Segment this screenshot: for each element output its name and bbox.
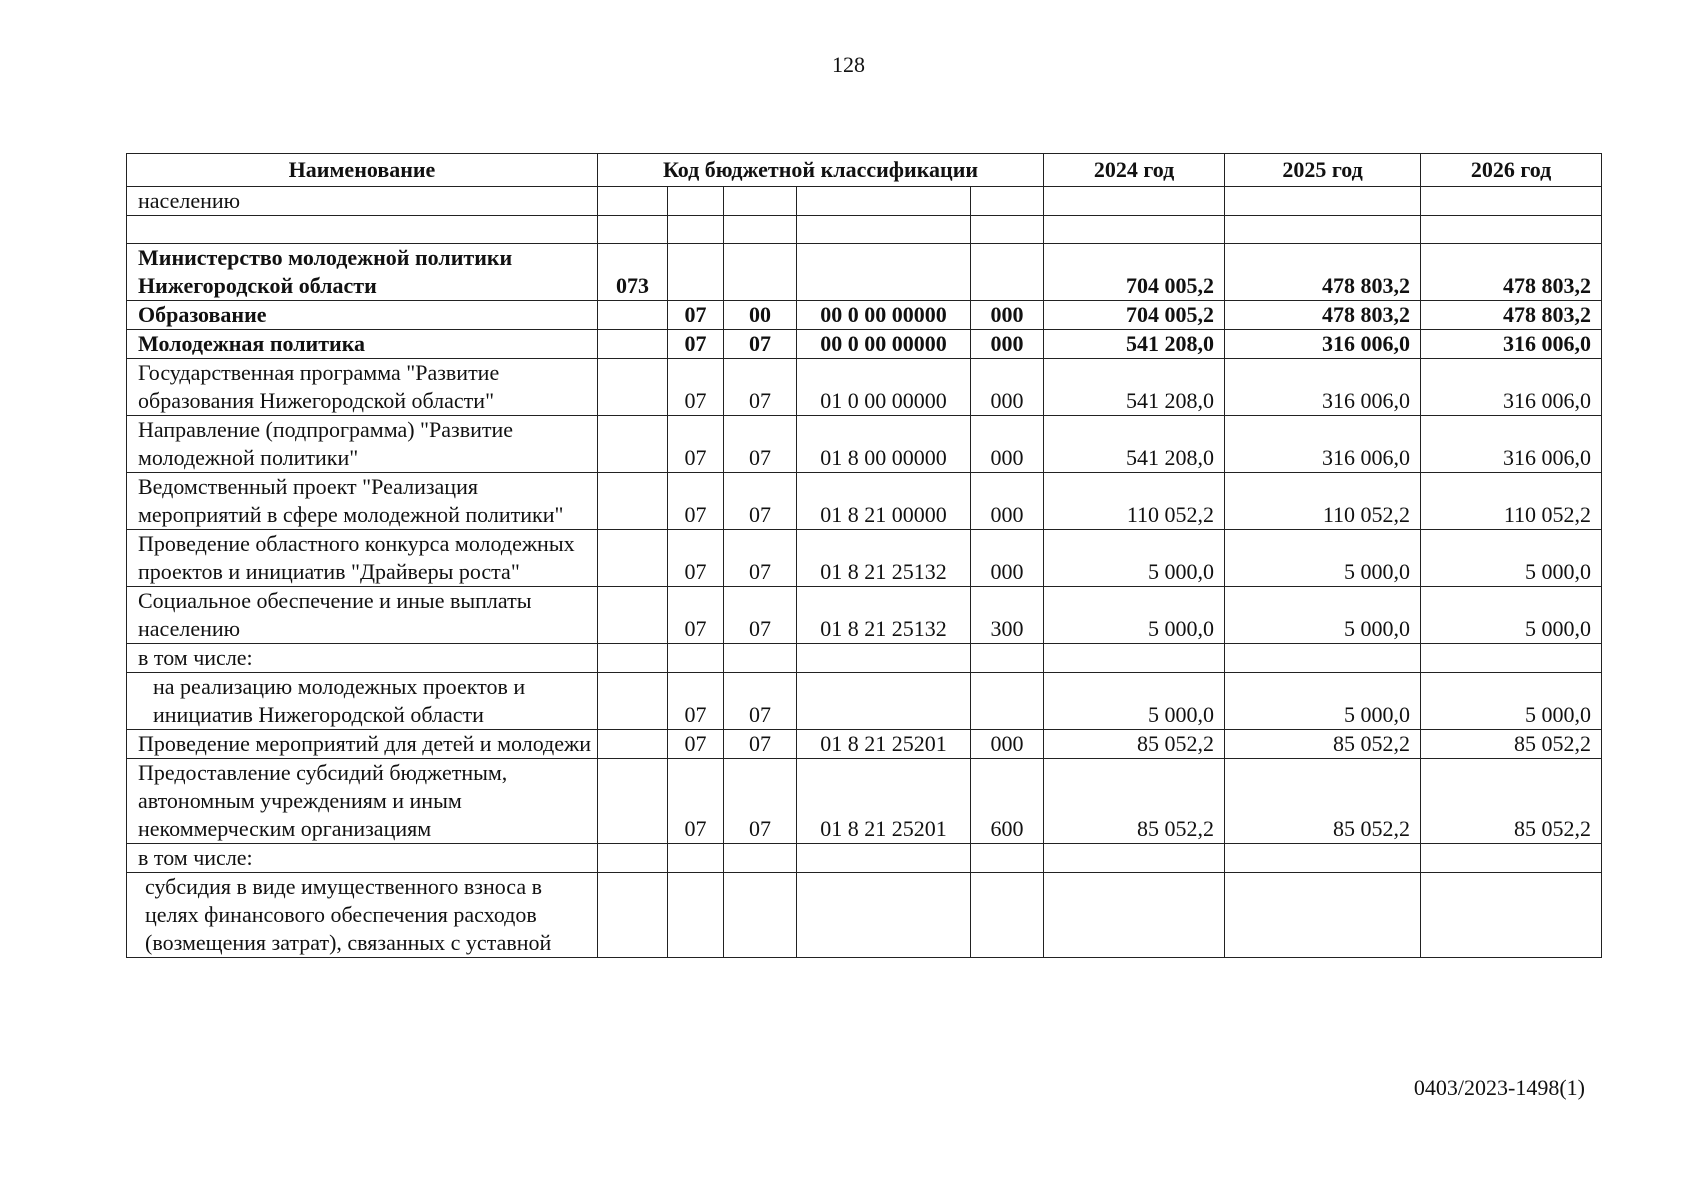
value-2025	[1225, 644, 1421, 673]
code-expense-type	[971, 244, 1044, 301]
code-ministry	[598, 187, 668, 216]
code-ministry	[598, 587, 668, 644]
code-section	[668, 216, 724, 244]
value-2024	[1044, 844, 1225, 873]
row-name: Образование	[127, 301, 598, 330]
code-subsection: 07	[724, 587, 797, 644]
code-ministry	[598, 844, 668, 873]
code-ministry	[598, 216, 668, 244]
code-subsection: 07	[724, 730, 797, 759]
row-name: Социальное обеспечение и иные выплаты населению	[127, 587, 598, 644]
code-ministry	[598, 759, 668, 844]
table-row	[127, 330, 1602, 359]
table-header-row	[127, 154, 1602, 187]
code-expense-type: 600	[971, 759, 1044, 844]
header-2024: 2024 год	[1044, 154, 1225, 187]
table-row	[127, 759, 1602, 844]
code-subsection: 07	[724, 473, 797, 530]
value-2024: 704 005,2	[1044, 301, 1225, 330]
code-expense-type	[971, 187, 1044, 216]
table-row	[127, 844, 1602, 873]
value-2024: 541 208,0	[1044, 330, 1225, 359]
value-2026: 85 052,2	[1421, 730, 1602, 759]
code-ministry	[598, 673, 668, 730]
value-2025: 316 006,0	[1225, 416, 1421, 473]
code-subsection: 00	[724, 301, 797, 330]
value-2024: 5 000,0	[1044, 530, 1225, 587]
value-2024: 541 208,0	[1044, 359, 1225, 416]
code-subsection: 07	[724, 330, 797, 359]
table-row	[127, 473, 1602, 530]
value-2026: 5 000,0	[1421, 530, 1602, 587]
document-number: 0403/2023-1498(1)	[1413, 1075, 1585, 1100]
code-target: 01 8 21 00000	[797, 473, 971, 530]
table-row	[127, 187, 1602, 216]
code-expense-type: 000	[971, 730, 1044, 759]
value-2026: 85 052,2	[1421, 759, 1602, 844]
code-target: 01 8 21 25132	[797, 530, 971, 587]
row-name: населению	[127, 187, 598, 216]
row-name: Государственная программа "Развитие образования Нижегородской области"	[127, 359, 598, 416]
table-row	[127, 216, 1602, 244]
row-name: Проведение областного конкурса молодежных проектов и инициатив "Драйверы роста"	[127, 530, 598, 587]
value-2026	[1421, 644, 1602, 673]
value-2024: 85 052,2	[1044, 730, 1225, 759]
code-expense-type: 000	[971, 359, 1044, 416]
code-subsection	[724, 644, 797, 673]
row-name: в том числе:	[127, 644, 598, 673]
value-2025: 316 006,0	[1225, 330, 1421, 359]
row-name: Проведение мероприятий для детей и молодежи	[127, 730, 598, 759]
code-expense-type	[971, 844, 1044, 873]
code-ministry	[598, 730, 668, 759]
row-name: Предоставление субсидий бюджетным, автономным учреждениям и иным некоммерческим организациям	[127, 759, 598, 844]
value-2026: 316 006,0	[1421, 330, 1602, 359]
value-2026	[1421, 873, 1602, 958]
value-2025: 5 000,0	[1225, 587, 1421, 644]
value-2025: 5 000,0	[1225, 673, 1421, 730]
table-row	[127, 530, 1602, 587]
code-expense-type: 000	[971, 330, 1044, 359]
code-expense-type: 000	[971, 301, 1044, 330]
code-subsection	[724, 187, 797, 216]
value-2026: 5 000,0	[1421, 673, 1602, 730]
code-subsection: 07	[724, 673, 797, 730]
value-2024: 541 208,0	[1044, 416, 1225, 473]
value-2025	[1225, 187, 1421, 216]
code-target: 01 0 00 00000	[797, 359, 971, 416]
code-section	[668, 187, 724, 216]
code-section: 07	[668, 759, 724, 844]
code-section	[668, 644, 724, 673]
value-2024	[1044, 216, 1225, 244]
row-name: Направление (подпрограмма) "Развитие молодежной политики"	[127, 416, 598, 473]
code-expense-type: 000	[971, 473, 1044, 530]
row-name	[127, 216, 598, 244]
code-target	[797, 644, 971, 673]
code-expense-type	[971, 873, 1044, 958]
value-2025: 110 052,2	[1225, 473, 1421, 530]
code-ministry: 073	[598, 244, 668, 301]
code-subsection	[724, 216, 797, 244]
value-2026: 478 803,2	[1421, 301, 1602, 330]
value-2025: 85 052,2	[1225, 759, 1421, 844]
header-name: Наименование	[127, 154, 598, 187]
code-target	[797, 244, 971, 301]
code-section	[668, 844, 724, 873]
value-2025: 478 803,2	[1225, 301, 1421, 330]
code-ministry	[598, 416, 668, 473]
value-2026: 478 803,2	[1421, 244, 1602, 301]
code-target	[797, 216, 971, 244]
value-2026: 110 052,2	[1421, 473, 1602, 530]
header-code: Код бюджетной классификации	[598, 154, 1044, 187]
value-2025: 85 052,2	[1225, 730, 1421, 759]
value-2025	[1225, 216, 1421, 244]
header-2025: 2025 год	[1225, 154, 1421, 187]
value-2025: 316 006,0	[1225, 359, 1421, 416]
code-expense-type	[971, 673, 1044, 730]
value-2024	[1044, 644, 1225, 673]
code-section: 07	[668, 330, 724, 359]
code-target: 01 8 21 25201	[797, 730, 971, 759]
code-ministry	[598, 873, 668, 958]
row-name: на реализацию молодежных проектов и инициатив Нижегородской области	[127, 673, 598, 730]
code-expense-type	[971, 644, 1044, 673]
value-2025	[1225, 873, 1421, 958]
header-2026: 2026 год	[1421, 154, 1602, 187]
value-2026: 316 006,0	[1421, 359, 1602, 416]
code-subsection: 07	[724, 359, 797, 416]
table-row	[127, 730, 1602, 759]
code-target	[797, 873, 971, 958]
code-subsection: 07	[724, 759, 797, 844]
value-2025: 5 000,0	[1225, 530, 1421, 587]
code-section: 07	[668, 359, 724, 416]
table-row	[127, 587, 1602, 644]
code-ministry	[598, 330, 668, 359]
code-subsection	[724, 844, 797, 873]
value-2026	[1421, 844, 1602, 873]
code-expense-type	[971, 216, 1044, 244]
code-target: 01 8 00 00000	[797, 416, 971, 473]
table-row	[127, 301, 1602, 330]
value-2024: 85 052,2	[1044, 759, 1225, 844]
code-target	[797, 187, 971, 216]
table-row	[127, 873, 1602, 958]
row-name: в том числе:	[127, 844, 598, 873]
code-expense-type: 300	[971, 587, 1044, 644]
code-ministry	[598, 359, 668, 416]
page-number: 128	[832, 52, 865, 77]
code-section: 07	[668, 587, 724, 644]
code-expense-type: 000	[971, 416, 1044, 473]
code-section: 07	[668, 416, 724, 473]
value-2024: 5 000,0	[1044, 587, 1225, 644]
value-2026: 5 000,0	[1421, 587, 1602, 644]
code-section	[668, 873, 724, 958]
row-name: Ведомственный проект "Реализация мероприятий в сфере молодежной политики"	[127, 473, 598, 530]
value-2026: 316 006,0	[1421, 416, 1602, 473]
code-section	[668, 244, 724, 301]
value-2024: 5 000,0	[1044, 673, 1225, 730]
value-2026	[1421, 187, 1602, 216]
code-subsection	[724, 244, 797, 301]
row-name: субсидия в виде имущественного взноса в целях финансового обеспечения расходов (возмещения затрат), связанных с уставной	[127, 873, 598, 958]
code-subsection	[724, 873, 797, 958]
code-ministry	[598, 301, 668, 330]
code-ministry	[598, 473, 668, 530]
code-ministry	[598, 530, 668, 587]
code-section: 07	[668, 473, 724, 530]
value-2024: 704 005,2	[1044, 244, 1225, 301]
budget-table	[126, 153, 1602, 958]
code-section: 07	[668, 301, 724, 330]
row-name: Молодежная политика	[127, 330, 598, 359]
code-target: 00 0 00 00000	[797, 330, 971, 359]
code-expense-type: 000	[971, 530, 1044, 587]
code-target: 00 0 00 00000	[797, 301, 971, 330]
code-target: 01 8 21 25132	[797, 587, 971, 644]
value-2024	[1044, 187, 1225, 216]
row-name: Министерство молодежной политики Нижегородской области	[127, 244, 598, 301]
code-section: 07	[668, 530, 724, 587]
table-row	[127, 673, 1602, 730]
value-2025	[1225, 844, 1421, 873]
table-row	[127, 416, 1602, 473]
code-target	[797, 844, 971, 873]
table-row	[127, 359, 1602, 416]
value-2024: 110 052,2	[1044, 473, 1225, 530]
code-target	[797, 673, 971, 730]
code-subsection: 07	[724, 530, 797, 587]
code-subsection: 07	[724, 416, 797, 473]
code-section: 07	[668, 673, 724, 730]
value-2024	[1044, 873, 1225, 958]
value-2025: 478 803,2	[1225, 244, 1421, 301]
value-2026	[1421, 216, 1602, 244]
code-section: 07	[668, 730, 724, 759]
code-ministry	[598, 644, 668, 673]
table-row	[127, 644, 1602, 673]
table-row	[127, 244, 1602, 301]
code-target: 01 8 21 25201	[797, 759, 971, 844]
